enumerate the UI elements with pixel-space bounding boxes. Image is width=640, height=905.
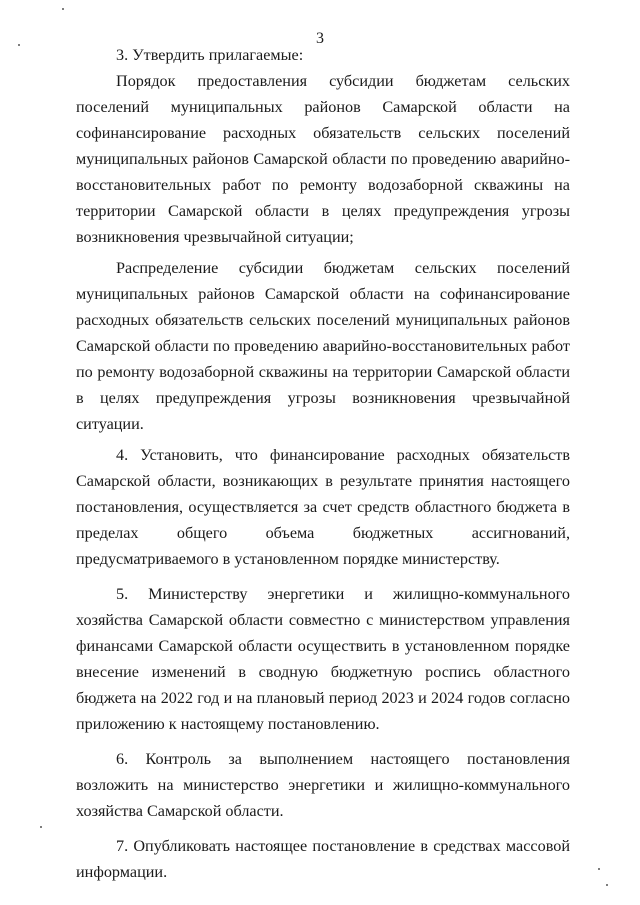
paragraph-item-6: 6. Контроль за выполнением настоящего постановления возложить на министерство энергетики и жилищно-коммунального хозяйства Самарской области.: [76, 750, 570, 820]
paragraph-item-5: 5. Министерству энергетики и жилищно-коммунального хозяйства Самарской области совместно с министерством управления финансами Самарской области осуществить в установленном порядке внесение изменений в сводную бюджетную роспись областного бюджета на 2022 год и на плановый период 2023 и 2024 годов согласно приложению к настоящему постановлению.: [76, 585, 570, 733]
scan-speck: [598, 868, 600, 870]
page-number: 3: [316, 30, 324, 47]
scan-speck: [18, 44, 20, 46]
paragraph-item-7: 7. Опубликовать настоящее постановление в средствах массовой информации.: [76, 837, 570, 881]
paragraph-distribution: Распределение субсидии бюджетам сельских поселений муниципальных районов Самарской области на софинансирование расходных обязательств сельских поселений муниципальных районов Самарской области по проведению аварийно-восстановительных работ по ремонту водозаборной скважины на территории Самарской области в целях предупреждения угрозы возникновения чрезвычайной ситуации.: [76, 259, 570, 433]
paragraph-procedure: Порядок предоставления субсидии бюджетам сельских поселений муниципальных районов Самарской области на софинансирование расходных обязательств сельских поселений муниципальных районов Самарской области по проведению аварийно-восстановительных работ по ремонту водозаборной скважины на территории Самарской области в целях предупреждения угрозы возникновения чрезвычайной ситуации;: [76, 72, 570, 246]
document-body: [76, 42, 570, 885]
paragraph-item-3-intro: 3. Утвердить прилагаемые:: [116, 46, 304, 64]
scan-speck: [40, 826, 42, 828]
paragraph-item-4: 4. Установить, что финансирование расходных обязательств Самарской области, возникающих в результате принятия настоящего постановления, осуществляется за счет средств областного бюджета в пределах общего объема бюджетных ассигнований, предусматриваемого в установленном порядке министерству.: [76, 446, 570, 568]
scan-speck: [62, 8, 64, 10]
scan-speck: [606, 884, 608, 886]
